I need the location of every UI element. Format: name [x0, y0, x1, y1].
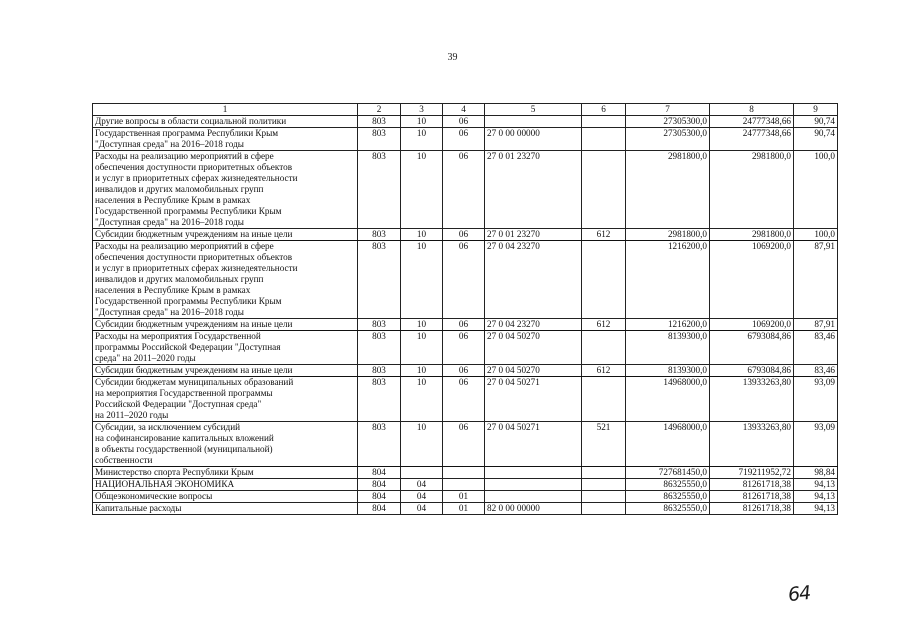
row-planned-amount: 86325550,0: [626, 479, 710, 491]
row-execution-percent: 87,91: [794, 241, 838, 319]
header-cell: 1: [93, 104, 358, 116]
row-executed-amount: 24777348,66: [710, 128, 794, 151]
row-planned-amount: 14968000,0: [626, 422, 710, 467]
row-department-code: 803: [358, 128, 401, 151]
row-target-article: 27 0 04 23270: [485, 319, 582, 331]
row-expense-type: [582, 491, 626, 503]
row-expense-type: 612: [582, 229, 626, 241]
row-execution-percent: 100,0: [794, 151, 838, 229]
row-executed-amount: 2981800,0: [710, 151, 794, 229]
row-target-article: 27 0 01 23270: [485, 229, 582, 241]
row-target-article: 82 0 00 00000: [485, 503, 582, 515]
row-execution-percent: 100,0: [794, 229, 838, 241]
row-executed-amount: 719211952,72: [710, 467, 794, 479]
row-execution-percent: 90,74: [794, 128, 838, 151]
row-department-code: 803: [358, 229, 401, 241]
row-target-article: [485, 116, 582, 128]
row-section-code: 10: [401, 116, 443, 128]
row-description: Субсидии, за исключением субсидий на софинансирование капитальных вложений в объекты государственной (муниципальной) собственности: [93, 422, 358, 467]
row-description: Общеэкономические вопросы: [93, 491, 358, 503]
row-execution-percent: 83,46: [794, 365, 838, 377]
row-department-code: 804: [358, 467, 401, 479]
row-execution-percent: 83,46: [794, 331, 838, 365]
row-target-article: 27 0 04 23270: [485, 241, 582, 319]
header-cell: 7: [626, 104, 710, 116]
row-execution-percent: 87,91: [794, 319, 838, 331]
row-subsection-code: 06: [443, 116, 485, 128]
row-section-code: 10: [401, 128, 443, 151]
row-executed-amount: 6793084,86: [710, 365, 794, 377]
row-section-code: 10: [401, 151, 443, 229]
row-subsection-code: 06: [443, 331, 485, 365]
row-description: Другие вопросы в области социальной политики: [93, 116, 358, 128]
row-target-article: 27 0 04 50270: [485, 365, 582, 377]
row-executed-amount: 6793084,86: [710, 331, 794, 365]
row-subsection-code: 06: [443, 365, 485, 377]
row-description: Расходы на мероприятия Государственной программы Российской Федерации "Доступная среда" на 2011–2020 годы: [93, 331, 358, 365]
row-target-article: 27 0 01 23270: [485, 151, 582, 229]
row-expense-type: 612: [582, 365, 626, 377]
row-expense-type: [582, 128, 626, 151]
row-description: Государственная программа Республики Крым "Доступная среда" на 2016–2018 годы: [93, 128, 358, 151]
row-subsection-code: 06: [443, 128, 485, 151]
row-executed-amount: 81261718,38: [710, 491, 794, 503]
row-expense-type: [582, 479, 626, 491]
row-target-article: [485, 467, 582, 479]
row-department-code: 804: [358, 503, 401, 515]
row-executed-amount: 81261718,38: [710, 503, 794, 515]
table-row: [93, 503, 838, 515]
row-planned-amount: 1216200,0: [626, 241, 710, 319]
row-planned-amount: 27305300,0: [626, 116, 710, 128]
header-cell: 5: [485, 104, 582, 116]
row-subsection-code: [443, 479, 485, 491]
row-planned-amount: 86325550,0: [626, 491, 710, 503]
row-executed-amount: 1069200,0: [710, 319, 794, 331]
row-department-code: 803: [358, 241, 401, 319]
row-subsection-code: 01: [443, 491, 485, 503]
row-execution-percent: 93,09: [794, 377, 838, 422]
row-expense-type: [582, 241, 626, 319]
row-description: Расходы на реализацию мероприятий в сфере обеспечения доступности приоритетных объектов и услуг в приоритетных сферах жизнедеятельности инвалидов и других маломобильных групп населения в Республике Крым в рамках Государственной программы Республики Крым "Доступная среда" на 2016–2018 годы: [93, 151, 358, 229]
row-expense-type: [582, 503, 626, 515]
row-expense-type: 521: [582, 422, 626, 467]
row-description: Субсидии бюджетным учреждениям на иные цели: [93, 365, 358, 377]
row-subsection-code: 06: [443, 319, 485, 331]
row-target-article: 27 0 00 00000: [485, 128, 582, 151]
table-row: [93, 422, 838, 467]
row-planned-amount: 727681450,0: [626, 467, 710, 479]
row-subsection-code: 06: [443, 241, 485, 319]
row-section-code: 10: [401, 229, 443, 241]
table-row: [93, 491, 838, 503]
row-target-article: 27 0 04 50271: [485, 422, 582, 467]
table-header-row: [93, 104, 838, 116]
row-description: Субсидии бюджетам муниципальных образований на мероприятия Государственной программы Российской Федерации "Доступная среда" на 2011–2020 годы: [93, 377, 358, 422]
header-cell: 4: [443, 104, 485, 116]
row-executed-amount: 2981800,0: [710, 229, 794, 241]
header-cell: 9: [794, 104, 838, 116]
row-execution-percent: 93,09: [794, 422, 838, 467]
row-department-code: 804: [358, 491, 401, 503]
table-row: [93, 377, 838, 422]
budget-table: [92, 103, 838, 515]
row-description: Расходы на реализацию мероприятий в сфере обеспечения доступности приоритетных объектов и услуг в приоритетных сферах жизнедеятельности инвалидов и других маломобильных групп населения в Республике Крым в рамках Государственной программы Республики Крым "Доступная среда" на 2016–2018 годы: [93, 241, 358, 319]
row-planned-amount: 8139300,0: [626, 365, 710, 377]
table-row: [93, 116, 838, 128]
row-expense-type: 612: [582, 319, 626, 331]
row-section-code: 10: [401, 241, 443, 319]
row-planned-amount: 2981800,0: [626, 229, 710, 241]
row-expense-type: [582, 377, 626, 422]
table-row: [93, 365, 838, 377]
row-executed-amount: 24777348,66: [710, 116, 794, 128]
row-section-code: 10: [401, 377, 443, 422]
table-row: [93, 319, 838, 331]
row-description: Субсидии бюджетным учреждениям на иные цели: [93, 319, 358, 331]
row-subsection-code: 06: [443, 377, 485, 422]
row-expense-type: [582, 116, 626, 128]
row-planned-amount: 14968000,0: [626, 377, 710, 422]
row-department-code: 803: [358, 319, 401, 331]
row-department-code: 803: [358, 331, 401, 365]
handwritten-page-number: 64: [786, 581, 812, 607]
row-section-code: [401, 467, 443, 479]
row-execution-percent: 90,74: [794, 116, 838, 128]
row-planned-amount: 86325550,0: [626, 503, 710, 515]
table-row: [93, 467, 838, 479]
page-number: 39: [447, 52, 458, 63]
row-planned-amount: 1216200,0: [626, 319, 710, 331]
table-row: [93, 331, 838, 365]
row-target-article: 27 0 04 50271: [485, 377, 582, 422]
row-subsection-code: 01: [443, 503, 485, 515]
row-section-code: 10: [401, 331, 443, 365]
row-section-code: 10: [401, 422, 443, 467]
row-section-code: 04: [401, 503, 443, 515]
row-description: Субсидии бюджетным учреждениям на иные цели: [93, 229, 358, 241]
row-execution-percent: 94,13: [794, 503, 838, 515]
header-cell: 8: [710, 104, 794, 116]
row-subsection-code: 06: [443, 151, 485, 229]
row-section-code: 10: [401, 365, 443, 377]
row-expense-type: [582, 331, 626, 365]
row-planned-amount: 8139300,0: [626, 331, 710, 365]
row-description: Капитальные расходы: [93, 503, 358, 515]
row-section-code: 10: [401, 319, 443, 331]
row-expense-type: [582, 467, 626, 479]
row-department-code: 803: [358, 151, 401, 229]
row-planned-amount: 27305300,0: [626, 128, 710, 151]
row-department-code: 803: [358, 116, 401, 128]
row-executed-amount: 13933263,80: [710, 377, 794, 422]
row-target-article: 27 0 04 50270: [485, 331, 582, 365]
row-expense-type: [582, 151, 626, 229]
row-subsection-code: [443, 467, 485, 479]
row-executed-amount: 81261718,38: [710, 479, 794, 491]
row-department-code: 804: [358, 479, 401, 491]
header-cell: 2: [358, 104, 401, 116]
row-planned-amount: 2981800,0: [626, 151, 710, 229]
table-row: [93, 151, 838, 229]
row-execution-percent: 94,13: [794, 479, 838, 491]
row-execution-percent: 94,13: [794, 491, 838, 503]
row-execution-percent: 98,84: [794, 467, 838, 479]
table-row: [93, 479, 838, 491]
row-section-code: 04: [401, 479, 443, 491]
row-executed-amount: 13933263,80: [710, 422, 794, 467]
row-description: НАЦИОНАЛЬНАЯ ЭКОНОМИКА: [93, 479, 358, 491]
row-subsection-code: 06: [443, 229, 485, 241]
row-department-code: 803: [358, 365, 401, 377]
row-subsection-code: 06: [443, 422, 485, 467]
row-department-code: 803: [358, 377, 401, 422]
header-cell: 3: [401, 104, 443, 116]
table-row: [93, 229, 838, 241]
row-section-code: 04: [401, 491, 443, 503]
table-row: [93, 241, 838, 319]
row-target-article: [485, 491, 582, 503]
table-row: [93, 128, 838, 151]
header-cell: 6: [582, 104, 626, 116]
row-target-article: [485, 479, 582, 491]
row-department-code: 803: [358, 422, 401, 467]
row-description: Министерство спорта Республики Крым: [93, 467, 358, 479]
row-executed-amount: 1069200,0: [710, 241, 794, 319]
